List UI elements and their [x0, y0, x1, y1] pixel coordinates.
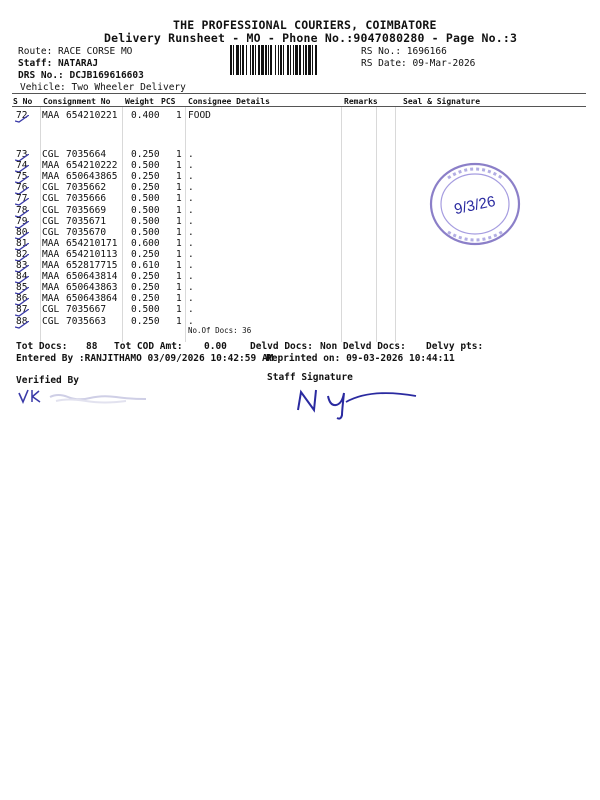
row-weight: 0.500 — [131, 304, 160, 316]
row-consignment-number: 7035667 — [66, 304, 107, 316]
tot-cod-value: 0.00 — [204, 341, 227, 352]
row-consignee-details: . — [188, 204, 194, 216]
row-consignment-number: 654210171 — [66, 237, 118, 249]
row-consignment-prefix: CGL — [42, 149, 60, 160]
delivery-stamp — [426, 158, 524, 250]
row-sno: 79 — [16, 215, 28, 227]
tot-docs-label: Tot Docs: — [16, 341, 68, 352]
staff-label: Staff: NATARAJ — [18, 58, 99, 69]
row-consignee-details: . — [188, 182, 194, 194]
row-weight: 0.250 — [131, 182, 160, 194]
column-divider — [395, 107, 396, 342]
route-label: Route: RACE CORSE MO — [18, 46, 133, 57]
row-consignment-number: 7035662 — [66, 182, 107, 194]
row-consignee-details: . — [188, 160, 194, 172]
row-consignee-details: . — [188, 215, 194, 227]
delivered-tick-mark — [15, 115, 29, 123]
row-pcs: 1 — [176, 215, 182, 227]
row-consignee-details: . — [188, 171, 194, 183]
row-consignee-details: . — [188, 304, 194, 316]
no-of-docs: No.Of Docs: 36 — [188, 326, 252, 335]
row-consignment-prefix: MAA — [42, 271, 60, 283]
verifier-signature — [16, 385, 196, 409]
reprinted-on: Reprinted on: 09-03-2026 10:44:11 — [266, 353, 455, 364]
runsheet-subtitle: Delivery Runsheet - MO - Phone No.:9047080280 - Page No.:3 — [104, 31, 518, 45]
row-weight: 0.400 — [131, 110, 160, 121]
column-divider — [40, 107, 41, 342]
col-pcs: PCS — [161, 97, 176, 106]
row-sno: 81 — [16, 237, 28, 249]
staff-signature-label: Staff Signature — [267, 372, 353, 383]
row-sno: 82 — [16, 248, 28, 260]
stamp-date-text: 9/3/26 — [452, 192, 498, 219]
row-consignment-number: 650643865 — [66, 171, 118, 183]
row-consignment-prefix: CGL — [42, 304, 60, 316]
delvy-pts-label: Delvy pts: — [426, 341, 484, 352]
row-consignment-prefix: MAA — [42, 248, 60, 260]
row-consignment-number: 650643863 — [66, 282, 118, 294]
row-consignee-details: . — [188, 193, 194, 205]
col-remarks: Remarks — [344, 97, 378, 106]
row-sno: 86 — [16, 293, 28, 305]
row-consignment-prefix: MAA — [42, 260, 60, 271]
row-weight: 0.500 — [131, 160, 160, 172]
row-consignee-details: . — [188, 282, 194, 294]
row-consignment-number: 7035666 — [66, 193, 107, 205]
non-delvd-docs-label: Non Delvd Docs: — [320, 341, 406, 352]
row-sno: 77 — [16, 193, 28, 205]
row-consignment-number: 654210221 — [66, 110, 118, 121]
row-weight: 0.250 — [131, 171, 160, 183]
row-consignment-number: 7035663 — [66, 315, 107, 327]
row-consignment-prefix: MAA — [42, 282, 60, 294]
tot-docs-value: 88 — [86, 341, 98, 352]
rs-date: RS Date: 09-Mar-2026 — [361, 58, 476, 69]
vehicle-label: Vehicle: Two Wheeler Delivery — [20, 82, 186, 93]
row-pcs: 1 — [176, 182, 182, 194]
row-consignment-number: 652817715 — [66, 260, 118, 271]
row-weight: 0.250 — [131, 282, 160, 294]
row-consignment-number: 650643864 — [66, 293, 118, 305]
row-weight: 0.500 — [131, 226, 160, 238]
row-consignee-details: . — [188, 149, 194, 160]
row-consignment-number: 7035671 — [66, 215, 107, 227]
row-consignment-number: 650643814 — [66, 271, 118, 283]
row-pcs: 1 — [176, 304, 182, 316]
row-pcs: 1 — [176, 110, 182, 121]
row-pcs: 1 — [176, 282, 182, 294]
row-consignment-number: 7035669 — [66, 204, 107, 216]
row-consignee-details: . — [188, 260, 194, 271]
column-divider — [376, 107, 377, 342]
col-seal-signature: Seal & Signature — [403, 97, 481, 106]
row-consignee-details: . — [188, 293, 194, 305]
row-pcs: 1 — [176, 226, 182, 238]
verified-by-label: Verified By — [16, 375, 79, 386]
drs-label: DRS No.: DCJB169616603 — [18, 70, 144, 81]
row-sno: 85 — [16, 282, 28, 294]
column-divider — [122, 107, 123, 342]
row-consignee-details: . — [188, 248, 194, 260]
row-consignment-prefix: MAA — [42, 110, 60, 121]
staff-signature — [292, 380, 422, 420]
row-weight: 0.250 — [131, 149, 160, 160]
row-sno: 74 — [16, 160, 28, 172]
row-weight: 0.250 — [131, 293, 160, 305]
row-consignment-number: 7035664 — [66, 149, 107, 160]
row-pcs: 1 — [176, 149, 182, 160]
row-consignee-details: . — [188, 226, 194, 238]
row-pcs: 1 — [176, 193, 182, 205]
delivered-tick-mark — [15, 321, 29, 329]
row-consignment-prefix: MAA — [42, 293, 60, 305]
row-consignment-number: 654210222 — [66, 160, 118, 172]
row-weight: 0.500 — [131, 193, 160, 205]
row-consignment-prefix: CGL — [42, 215, 60, 227]
row-consignment-prefix: CGL — [42, 193, 60, 205]
row-pcs: 1 — [176, 204, 182, 216]
row-consignment-number: 654210113 — [66, 248, 118, 260]
row-weight: 0.610 — [131, 260, 160, 271]
row-weight: 0.250 — [131, 315, 160, 327]
row-pcs: 1 — [176, 293, 182, 305]
row-sno: 73 — [16, 149, 28, 160]
row-consignee-details: FOOD — [188, 110, 211, 121]
row-pcs: 1 — [176, 248, 182, 260]
row-consignment-prefix: MAA — [42, 160, 60, 172]
row-consignee-details: . — [188, 315, 194, 327]
col-consignment: Consignment No — [43, 97, 111, 106]
row-consignment-prefix: CGL — [42, 182, 60, 194]
row-sno: 75 — [16, 171, 28, 183]
row-weight: 0.500 — [131, 204, 160, 216]
row-pcs: 1 — [176, 271, 182, 283]
row-weight: 0.250 — [131, 271, 160, 283]
column-divider — [185, 107, 186, 342]
row-weight: 0.500 — [131, 215, 160, 227]
row-sno: 76 — [16, 182, 28, 194]
row-consignment-prefix: CGL — [42, 204, 60, 216]
row-consignment-prefix: MAA — [42, 237, 60, 249]
row-consignment-prefix: CGL — [42, 315, 60, 327]
column-divider — [341, 107, 342, 342]
row-consignee-details: . — [188, 237, 194, 249]
row-sno: 84 — [16, 271, 28, 283]
col-consignee-details: Consignee Details — [188, 97, 270, 106]
row-consignment-prefix: MAA — [42, 171, 60, 183]
row-sno: 87 — [16, 304, 28, 316]
col-sno: S No — [13, 97, 33, 106]
row-sno: 83 — [16, 260, 28, 271]
table-header-top-rule — [12, 93, 586, 94]
row-pcs: 1 — [176, 315, 182, 327]
row-pcs: 1 — [176, 260, 182, 271]
row-consignment-prefix: CGL — [42, 226, 60, 238]
entered-by: Entered By :RANJITHAMO 03/09/2026 10:42:59 AM — [16, 353, 274, 364]
row-sno: 88 — [16, 315, 28, 327]
table-header-bottom-rule — [12, 106, 586, 107]
row-consignment-number: 7035670 — [66, 226, 107, 238]
row-pcs: 1 — [176, 171, 182, 183]
row-weight: 0.250 — [131, 248, 160, 260]
row-sno: 78 — [16, 204, 28, 216]
rs-number: RS No.: 1696166 — [361, 46, 447, 57]
row-weight: 0.600 — [131, 237, 160, 249]
company-title: THE PROFESSIONAL COURIERS, COIMBATORE — [173, 18, 437, 32]
delvd-docs-label: Delvd Docs: — [250, 341, 313, 352]
row-sno: 72 — [16, 110, 28, 121]
tot-cod-label: Tot COD Amt: — [114, 341, 183, 352]
row-consignee-details: . — [188, 271, 194, 283]
row-sno: 80 — [16, 226, 28, 238]
barcode — [230, 45, 357, 75]
col-weight: Weight — [125, 97, 154, 106]
row-pcs: 1 — [176, 160, 182, 172]
row-pcs: 1 — [176, 237, 182, 249]
